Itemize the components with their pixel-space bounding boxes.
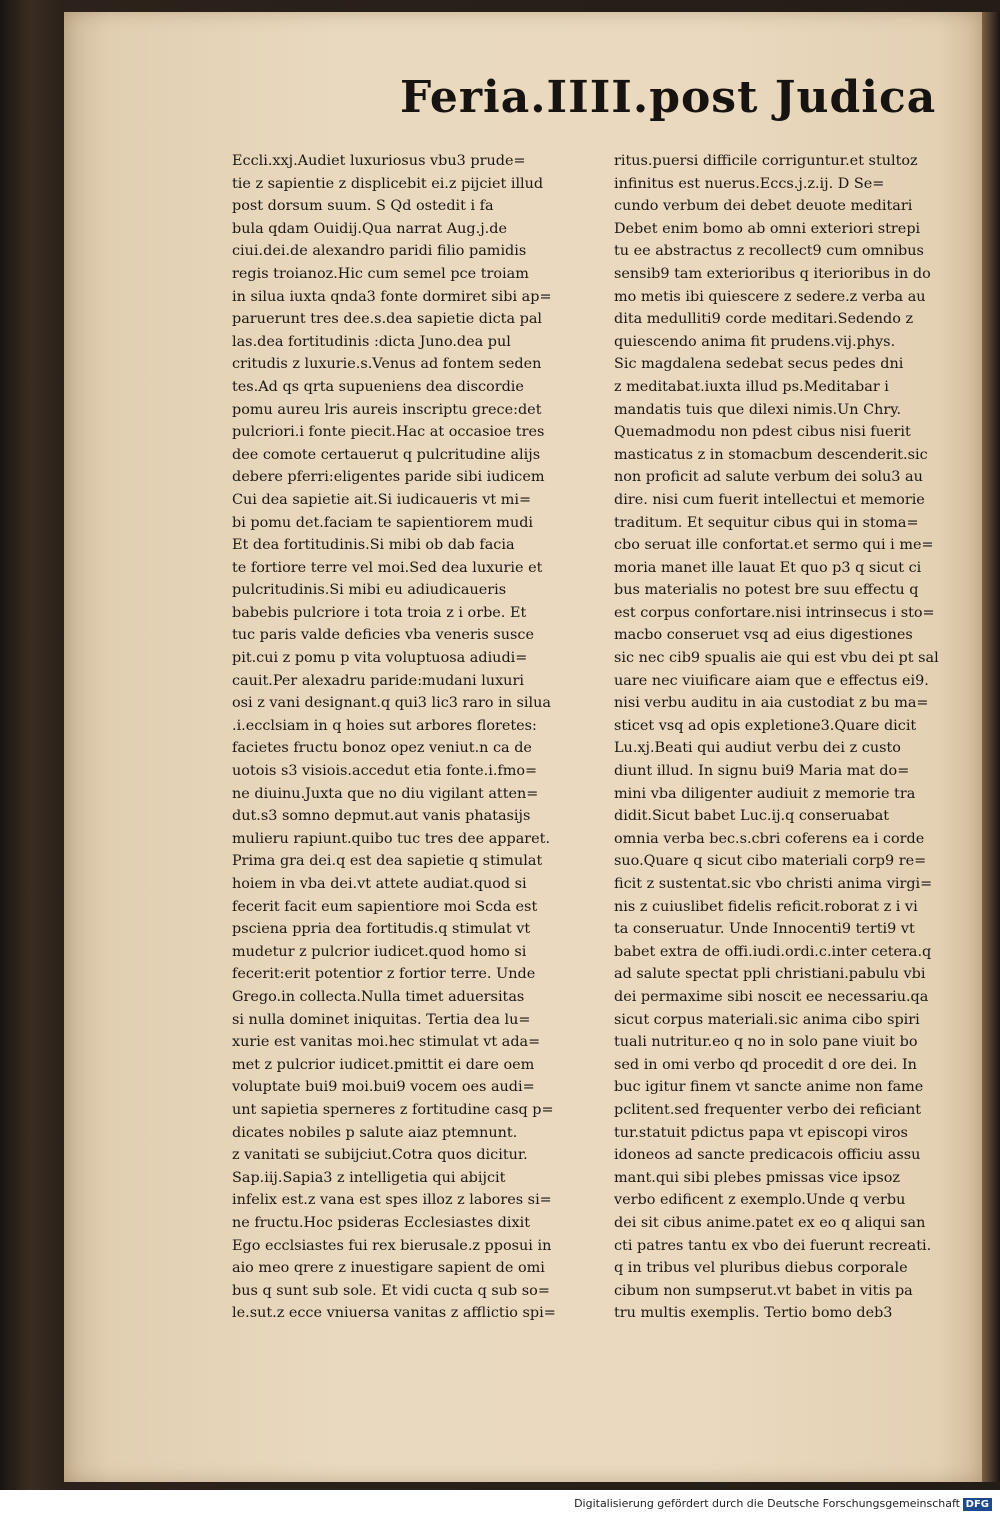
text-line: Sap.iij.Sapia3 z intelligetia qui abijcit <box>232 1169 506 1186</box>
text-line: psciena ppria dea fortitudis.q stimulat vt <box>232 921 531 938</box>
text-line: cundo verbum dei debet deuote meditari <box>614 198 913 215</box>
text-line: pclitent.sed frequenter verbo dei reficiant <box>614 1101 921 1118</box>
text-line: pit.cui z pomu p vita voluptuosa adiudi= <box>232 650 528 667</box>
text-line: dut.s3 somno depmut.aut vanis phatasijs <box>232 808 531 825</box>
text-line: si nulla dominet iniquitas. Tertia dea lu= <box>232 1011 531 1028</box>
text-line: nisi verbu auditu in aia custodiat z bu ma= <box>614 695 929 712</box>
text-line: z meditabat.iuxta illud ps.Meditabar i <box>614 378 889 395</box>
text-line: dire. nisi cum fuerit intellectui et memorie <box>614 491 925 508</box>
text-line: aio meo qrere z inuestigare sapient de omi <box>232 1260 545 1277</box>
text-line: bula qdam Ouidij.Qua narrat Aug.j.de <box>232 220 507 237</box>
text-line: ne diuinu.Juxta que no diu vigilant atten= <box>232 785 539 802</box>
text-line: sic nec cib9 spualis aie qui est vbu dei pt sal <box>614 650 939 667</box>
text-line: Eccli.xxj.Audiet luxuriosus vbu3 prude= <box>232 153 526 169</box>
text-line: mo metis ibi quiescere z sedere.z verba au <box>614 288 926 305</box>
text-line: tu ee abstractus z recollect9 cum omnibus <box>614 243 924 260</box>
text-line: ficit z sustentat.sic vbo christi anima virgi= <box>614 876 933 892</box>
text-line: tes.Ad qs qrta supueniens dea discordie <box>232 378 524 395</box>
text-line: buc igitur finem vt sancte anime non fame <box>614 1079 924 1096</box>
text-line: sticet vsq ad opis expletione3.Quare dicit <box>614 717 917 734</box>
text-line: non proficit ad salute verbum dei solu3 au <box>614 469 923 486</box>
text-line: didit.Sicut babet Luc.ij.q conseruabat <box>614 808 890 825</box>
text-line: .i.ecclsiam in q hoies sut arbores floretes: <box>232 717 537 734</box>
text-line: mant.qui sibi plebes pmissas vice ipsoz <box>614 1169 900 1186</box>
text-line: mudetur z pulcrior iudicet.quod homo si <box>232 943 527 960</box>
text-line: ta conseruatur. Unde Innocenti9 terti9 vt <box>614 921 915 938</box>
text-line: in silua iuxta qnda3 fonte dormiret sibi ap= <box>232 288 552 305</box>
text-line: infinitus est nuerus.Eccs.j.z.ij. D Se= <box>614 175 885 192</box>
text-line: bi pomu det.faciam te sapientiorem mudi <box>232 514 534 531</box>
text-line: pulcritudinis.Si mibi eu adiudicaueris <box>232 582 507 599</box>
text-line: cbo seruat ille confortat.et sermo qui i me= <box>614 537 934 554</box>
text-line: z vanitati se subijciut.Cotra quos dicitur. <box>232 1147 528 1164</box>
text-line: facietes fructu bonoz opez veniut.n ca de <box>232 740 532 757</box>
text-line: tie z sapientie z displicebit ei.z pijciet illud <box>232 175 544 192</box>
text-line: suo.Quare q sicut cibo materiali corp9 re= <box>614 853 927 870</box>
text-line: pulcriori.i fonte piecit.Hac at occasioe tres <box>232 424 545 441</box>
text-line: uare nec viuificare aiam que e effectus ei9. <box>614 672 929 689</box>
text-line: babet extra de offi.iudi.ordi.c.inter cetera.q <box>614 943 932 960</box>
text-line: verbo edificent z exemplo.Unde q verbu <box>614 1192 906 1209</box>
text-line: dicates nobiles p salute aiaz ptemnunt. <box>232 1124 518 1141</box>
text-line: bus materialis no potest bre suu effectu q <box>614 582 919 599</box>
text-line: unt sapietia sperneres z fortitudine casq p= <box>232 1101 554 1118</box>
text-line: Quemadmodu non pdest cibus nisi fuerit <box>614 424 911 441</box>
text-line: Cui dea sapietie ait.Si iudicaueris vt mi= <box>232 491 532 508</box>
text-line: mandatis tuis que dilexi nimis.Un Chry. <box>614 401 902 418</box>
text-line: Debet enim bomo ab omni exteriori strepi <box>614 220 921 237</box>
text-line: tur.statuit pdictus papa vt episcopi viros <box>614 1124 908 1141</box>
text-line: sed in omi verbo qd procedit d ore dei. In <box>614 1056 917 1073</box>
text-line: Ego ecclsiastes fui rex bierusale.z pposui in <box>232 1237 552 1254</box>
text-line: infelix est.z vana est spes illoz z labores si= <box>232 1192 552 1209</box>
text-line: las.dea fortitudinis :dicta Juno.dea pul <box>232 333 511 350</box>
text-line: dei sit cibus anime.patet ex eo q aliqui san <box>614 1214 926 1231</box>
dfg-logo: DFG <box>963 1498 992 1511</box>
text-line: sensib9 tam exterioribus q iterioribus in do <box>614 265 931 282</box>
text-line: idoneos ad sancte predicacois officiu assu <box>614 1147 921 1164</box>
text-line: Sic magdalena sedebat secus pedes dni <box>614 356 904 373</box>
text-line: debere pferri:eligentes paride sibi iudicem <box>232 469 545 486</box>
text-line: nis z cuiuslibet fidelis reficit.roborat z i vi <box>614 898 918 915</box>
text-line: paruerunt tres dee.s.dea sapietie dicta pal <box>232 311 543 328</box>
text-line: ritus.puersi difficile corriguntur.et stultoz <box>614 153 918 169</box>
text-line: osi z vani designant.q qui3 lic3 raro in silua <box>232 695 551 712</box>
text-line: moria manet ille lauat Et quo p3 q sicut ci <box>614 559 922 576</box>
text-line: babebis pulcriore i tota troia z i orbe. Et <box>232 604 527 621</box>
text-line: met z pulcrior iudicet.pmittit ei dare oem <box>232 1056 535 1073</box>
footer-bar <box>0 1490 1000 1520</box>
text-line: Prima gra dei.q est dea sapietie q stimulat <box>232 853 543 870</box>
text-line: uotois s3 visiois.accedut etia fonte.i.fmo= <box>232 763 538 780</box>
text-line: ciui.dei.de alexandro paridi filio pamidis <box>232 243 527 260</box>
text-line: quiescendo anima fit prudens.vij.phys. <box>614 333 896 350</box>
text-line: cti patres tantu ex vbo dei fuerunt recreati. <box>614 1237 932 1254</box>
text-line: dita medulliti9 corde meditari.Sedendo z <box>614 311 914 328</box>
text-line: xurie est vanitas moi.hec stimulat vt ada= <box>232 1034 541 1051</box>
text-line: macbo conseruet vsq ad eius digestiones <box>614 627 913 644</box>
text-line: hoiem in vba dei.vt attete audiat.quod si <box>232 876 527 892</box>
text-line: Grego.in collecta.Nulla timet aduersitas <box>232 988 525 1005</box>
text-line: omnia verba bec.s.cbri coferens ea i corde <box>614 830 925 847</box>
text-line: Lu.xj.Beati qui audiut verbu dei z custo <box>614 740 901 757</box>
funding-credit: Digitalisierung gefördert durch die Deutsche Forschungsgemeinschaft <box>574 1497 960 1510</box>
text-line: sicut corpus materiali.sic anima cibo spiri <box>614 1011 920 1028</box>
text-line: masticatus z in stomacbum descenderit.sic <box>614 446 928 463</box>
text-line: ne fructu.Hoc psideras Ecclesiastes dixit <box>232 1214 530 1231</box>
text-line: dei permaxime sibi noscit ee necessariu.qa <box>614 988 929 1005</box>
text-line: mini vba diligenter audiuit z memorie tra <box>614 785 916 802</box>
page-edge <box>982 12 1000 1482</box>
text-line: mulieru rapiunt.quibo tuc tres dee apparet. <box>232 830 551 847</box>
text-line: q in tribus vel pluribus diebus corporale <box>614 1260 908 1277</box>
text-line: fecerit facit eum sapientiore moi Scda est <box>232 898 538 915</box>
text-line: critudis z luxurie.s.Venus ad fontem seden <box>232 356 542 373</box>
text-line: te fortiore terre vel moi.Sed dea luxurie et <box>232 559 543 576</box>
text-line: bus q sunt sub sole. Et vidi cucta q sub so= <box>232 1282 550 1299</box>
text-line: fecerit:erit potentior z fortior terre. Unde <box>232 966 536 983</box>
running-header: Feria.IIII.post Judica <box>400 72 937 123</box>
text-line: cauit.Per alexadru paride:mudani luxuri <box>232 672 524 689</box>
text-line: regis troianoz.Hic cum semel pce troiam <box>232 265 529 282</box>
text-line: Et dea fortitudinis.Si mibi ob dab facia <box>232 537 515 554</box>
text-line: pomu aureu lris aureis inscriptu grece:det <box>232 401 542 418</box>
text-line: tuc paris valde deficies vba veneris susce <box>232 627 534 644</box>
text-line: post dorsum suum. S Qd ostedit i fa <box>232 198 494 215</box>
text-line: traditum. Et sequitur cibus qui in stoma= <box>614 514 919 531</box>
text-line: le.sut.z ecce vniuersa vanitas z afflictio spi= <box>232 1305 556 1322</box>
text-line: cibum non sumpserut.vt babet in vitis pa <box>614 1282 913 1299</box>
text-line: voluptate bui9 moi.bui9 vocem oes audi= <box>232 1079 535 1096</box>
text-line: est corpus confortare.nisi intrinsecus i sto= <box>614 604 935 621</box>
text-line: diunt illud. In signu bui9 Maria mat do= <box>614 763 910 780</box>
text-line: tuali nutritur.eo q no in solo pane viuit bo <box>614 1034 918 1051</box>
text-line: ad salute spectat ppli christiani.pabulu vbi <box>614 966 926 983</box>
left-text-column <box>232 150 592 1325</box>
text-line: dee comote certauerut q pulcritudine alijs <box>232 446 541 463</box>
right-text-column <box>614 150 966 1325</box>
text-line: tru multis exemplis. Tertio bomo deb3 <box>614 1305 893 1322</box>
